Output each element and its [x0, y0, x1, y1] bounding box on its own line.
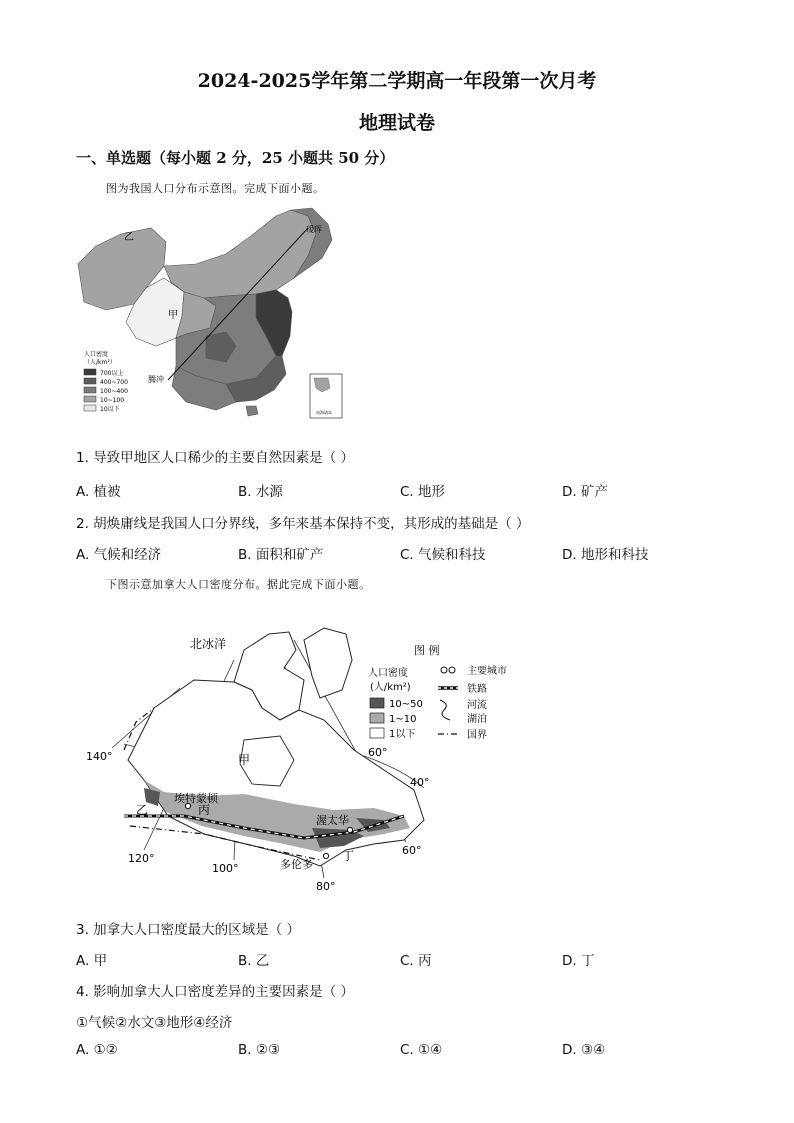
inset-label: 南海诸岛 — [316, 410, 332, 415]
city-ottawa — [347, 827, 352, 832]
q4-option-a[interactable]: A. ①② — [76, 1042, 118, 1058]
map2-label-jia: 甲 — [238, 753, 251, 767]
q4-option-d[interactable]: D. ③④ — [562, 1042, 606, 1058]
map1-legend-title: 人口密度 — [84, 351, 109, 358]
q2-option-d[interactable]: D. 地形和科技 — [562, 547, 649, 563]
region-hainan — [246, 406, 258, 416]
label-lon-40: 40° — [410, 776, 430, 789]
q1-option-c[interactable]: C. 地形 — [400, 484, 446, 500]
legend-item-5: 10以下 — [100, 406, 120, 413]
map2-label-ding: 丁 — [342, 849, 355, 863]
q2-option-b[interactable]: B. 面积和矿产 — [238, 547, 324, 563]
map1-intro: 图为我国人口分布示意图。完成下面小题。 — [106, 182, 325, 195]
legend-city-symbol — [441, 667, 447, 673]
legend-lake-label: 湖泊 — [467, 714, 487, 725]
q2-option-a[interactable]: A. 气候和经济 — [76, 547, 162, 563]
label-toronto: 多伦多 — [280, 858, 313, 871]
legend-river-symbol — [440, 700, 450, 720]
canada-map-figure — [84, 620, 534, 898]
map2-intro: 下图示意加拿大人口密度分布。据此完成下面小题。 — [106, 578, 371, 591]
q1-option-b[interactable]: B. 水源 — [238, 484, 283, 500]
legend-item-1: 700以上 — [100, 370, 124, 377]
city-toronto — [323, 853, 328, 858]
legend-swatch-below-1 — [370, 728, 384, 738]
legend-swatch-4 — [84, 396, 96, 402]
q3-option-b[interactable]: B. 乙 — [238, 953, 270, 969]
question-3: 3. 加拿大人口密度最大的区域是（ ） — [76, 922, 300, 938]
label-lon-60: 60° — [402, 844, 422, 857]
legend-city-symbol-2 — [449, 667, 455, 673]
legend-river-label: 河流 — [467, 700, 487, 711]
legend-item-4: 10~100 — [100, 397, 125, 404]
arctic-island-east — [304, 628, 352, 698]
q1-option-a[interactable]: A. 植被 — [76, 484, 121, 500]
canada-population-map — [84, 620, 534, 898]
region-north — [164, 210, 316, 298]
question-4: 4. 影响加拿大人口密度差异的主要因素是（ ） — [76, 984, 354, 1000]
map2-legend-heading: 图 例 — [414, 644, 440, 657]
china-population-map — [76, 206, 352, 424]
legend-city-label: 主要城市 — [467, 666, 507, 677]
question-1: 1. 导致甲地区人口稀少的主要自然因素是（ ） — [76, 450, 354, 466]
legend-item-2: 400~700 — [100, 379, 128, 386]
label-lon-140: 140° — [86, 750, 113, 763]
label-lon-120: 120° — [128, 852, 155, 865]
question-2: 2. 胡焕庸线是我国人口分界线，多年来基本保持不变，其形成的基础是（ ） — [76, 516, 530, 532]
legend-item-3: 100~400 — [100, 388, 128, 395]
map1-label-jia: 甲 — [168, 310, 178, 321]
exam-subtitle: 地理试卷 — [358, 112, 435, 134]
exam-title: 2024-2025学年第二学期高一年段第一次月考 — [197, 70, 597, 92]
legend-border-label: 国界 — [467, 730, 487, 741]
legend-item-below-1: 1以下 — [389, 729, 416, 740]
q4-option-b[interactable]: B. ②③ — [238, 1042, 281, 1058]
q4-factors: ①气候②水文③地形④经济 — [76, 1015, 233, 1031]
map2-legend-density-unit: (人/km²) — [370, 682, 411, 693]
legend-swatch-3 — [84, 387, 96, 393]
section-heading: 一、单选题（每小题 2 分，25 小题共 50 分） — [76, 149, 395, 167]
legend-swatch-5 — [84, 405, 96, 411]
legend-railway-label: 铁路 — [467, 684, 487, 695]
china-map-figure — [76, 206, 352, 424]
q3-option-d[interactable]: D. 丁 — [562, 953, 595, 969]
legend-swatch-1-10 — [370, 713, 384, 723]
legend-swatch-2 — [84, 378, 96, 384]
legend-item-10-50: 10~50 — [389, 699, 423, 710]
legend-swatch-1 — [84, 369, 96, 375]
label-edmonton: 埃特蒙顿 — [174, 792, 218, 805]
map1-label-tengchong: 腾冲 — [148, 375, 164, 384]
label-ottawa: 渥太华 — [316, 814, 349, 827]
label-lat-60: 60° — [368, 746, 388, 759]
legend-swatch-10-50 — [370, 698, 384, 708]
map1-label-yi: 乙 — [124, 232, 134, 243]
q3-option-a[interactable]: A. 甲 — [76, 953, 108, 969]
q2-option-c[interactable]: C. 气候和科技 — [400, 547, 486, 563]
map2-label-yi: 乙 — [136, 803, 149, 817]
map1-label-aihui: 瑷珲 — [306, 225, 322, 234]
label-lon-80: 80° — [316, 880, 336, 893]
map2-label-bing: 丙 — [198, 803, 211, 817]
label-arctic-ocean: 北冰洋 — [190, 637, 227, 651]
map2-legend-density-title: 人口密度 — [368, 668, 408, 679]
q4-option-c[interactable]: C. ①④ — [400, 1042, 443, 1058]
q3-option-c[interactable]: C. 丙 — [400, 953, 432, 969]
label-lon-100: 100° — [212, 862, 239, 875]
legend-item-1-10: 1~10 — [389, 714, 417, 725]
q1-option-d[interactable]: D. 矿产 — [562, 484, 608, 500]
map1-legend-unit: （人/km²） — [84, 359, 116, 366]
